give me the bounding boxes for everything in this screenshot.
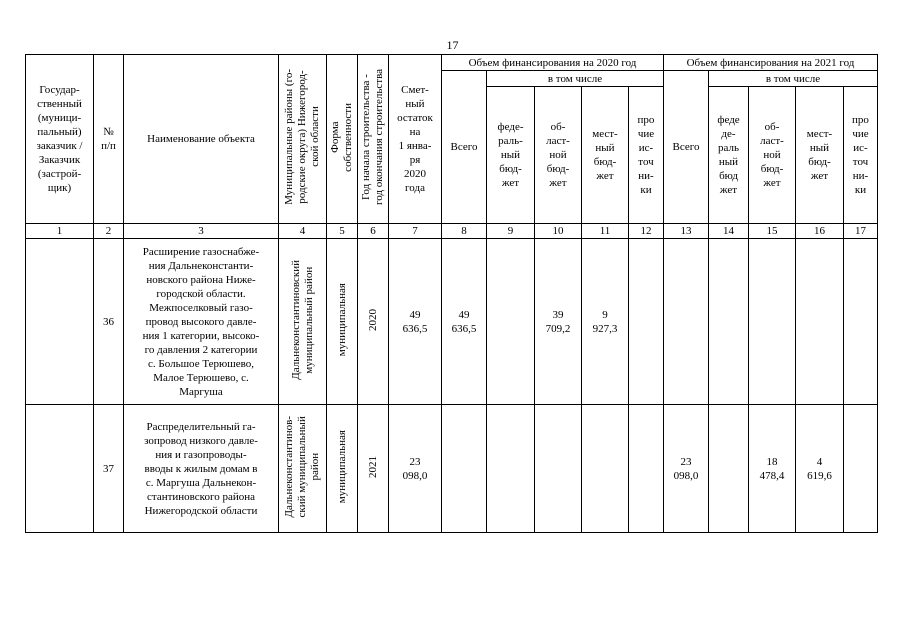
row-ownership: муниципальная <box>327 405 358 533</box>
row-balance: 49 636,5 <box>389 239 442 405</box>
row-customer <box>26 239 94 405</box>
column-number: 16 <box>796 224 844 239</box>
header-fin-2021: Объем финансирования на 2021 год <box>664 55 878 71</box>
header-local-2021: мест- ный бюд- жет <box>796 87 844 224</box>
header-regional-2020: об- ласт- ной бюд- жет <box>535 87 582 224</box>
header-object-name: Наименование объекта <box>124 55 279 224</box>
header-local-2020: мест- ный бюд- жет <box>582 87 629 224</box>
column-number-row <box>26 224 878 239</box>
financing-table <box>25 54 878 533</box>
header-years: Год начала строительства - год окончания строительства <box>358 55 389 224</box>
row-federal-2021 <box>709 405 749 533</box>
row-regional-2021: 18 478,4 <box>749 405 796 533</box>
column-number: 8 <box>442 224 487 239</box>
row-other-2020 <box>629 405 664 533</box>
row-regional-2020 <box>535 405 582 533</box>
column-number: 13 <box>664 224 709 239</box>
row-local-2020 <box>582 405 629 533</box>
header-ownership: Форма собственности <box>327 55 358 224</box>
row-object-name: Расширение газоснабже- ния Дальнеконстанти- новского района Ниже- городской области. Межпоселковый газо- провод высокого давле- ния 1 категории, высоко- го давления 2 категории с. Большое Терюшево, Малое Терюшево, с. Маргуша <box>124 239 279 405</box>
row-object-name: Распределительный га- зопровод низкого давле- ния и газопроводы- вводы к жилым домам в с. Маргуша Дальнекон- стантиновского района Нижегородской области <box>124 405 279 533</box>
column-number: 14 <box>709 224 749 239</box>
row-num: 36 <box>94 239 124 405</box>
column-number: 6 <box>358 224 389 239</box>
row-other-2021 <box>844 239 878 405</box>
row-regional-2021 <box>749 239 796 405</box>
column-number: 11 <box>582 224 629 239</box>
row-total-2021 <box>664 239 709 405</box>
header-num: № п/п <box>94 55 124 224</box>
row-total-2021: 23 098,0 <box>664 405 709 533</box>
row-total-2020 <box>442 405 487 533</box>
header-federal-2021: феде де- раль ный бюд жет <box>709 87 749 224</box>
row-customer <box>26 405 94 533</box>
row-regional-2020: 39 709,2 <box>535 239 582 405</box>
row-balance: 23 098,0 <box>389 405 442 533</box>
column-number: 1 <box>26 224 94 239</box>
row-local-2021: 4 619,6 <box>796 405 844 533</box>
header-incl-2020: в том числе <box>487 71 664 87</box>
row-district: Дальнеконстантинов- ский муниципальный район <box>279 405 327 533</box>
row-total-2020: 49 636,5 <box>442 239 487 405</box>
row-years: 2020 <box>358 239 389 405</box>
header-total-2021: Всего <box>664 71 709 224</box>
header-total-2020: Всего <box>442 71 487 224</box>
row-other-2021 <box>844 405 878 533</box>
header-customer: Государ- ственный (муници- пальный) заказчик / Заказчик (застрой- щик) <box>26 55 94 224</box>
header-regional-2021: об- ласт- ной бюд- жет <box>749 87 796 224</box>
column-number: 9 <box>487 224 535 239</box>
column-number: 3 <box>124 224 279 239</box>
row-other-2020 <box>629 239 664 405</box>
row-local-2020: 9 927,3 <box>582 239 629 405</box>
column-number: 2 <box>94 224 124 239</box>
header-other-2021: про чие ис- точ ни- ки <box>844 87 878 224</box>
row-federal-2020 <box>487 239 535 405</box>
row-federal-2020 <box>487 405 535 533</box>
header-balance: Смет- ный остаток на 1 янва- ря 2020 года <box>389 55 442 224</box>
table-row <box>26 405 878 533</box>
table-row <box>26 239 878 405</box>
row-years: 2021 <box>358 405 389 533</box>
column-number: 12 <box>629 224 664 239</box>
column-number: 15 <box>749 224 796 239</box>
header-federal-2020: феде- раль- ный бюд- жет <box>487 87 535 224</box>
column-number: 7 <box>389 224 442 239</box>
column-number: 17 <box>844 224 878 239</box>
column-number: 5 <box>327 224 358 239</box>
row-federal-2021 <box>709 239 749 405</box>
row-ownership: муниципальная <box>327 239 358 405</box>
header-districts: Муниципальные районы (го- родские округа) Нижегород- ской области <box>279 55 327 224</box>
header-fin-2020: Объем финансирования на 2020 год <box>442 55 664 71</box>
row-district: Дальнеконстантиновский муниципальный район <box>279 239 327 405</box>
header-incl-2021: в том числе <box>709 71 878 87</box>
column-number: 4 <box>279 224 327 239</box>
header-other-2020: про чие ис- точ ни- ки <box>629 87 664 224</box>
column-number: 10 <box>535 224 582 239</box>
row-num: 37 <box>94 405 124 533</box>
row-local-2021 <box>796 239 844 405</box>
page-number: 17 <box>446 38 459 52</box>
